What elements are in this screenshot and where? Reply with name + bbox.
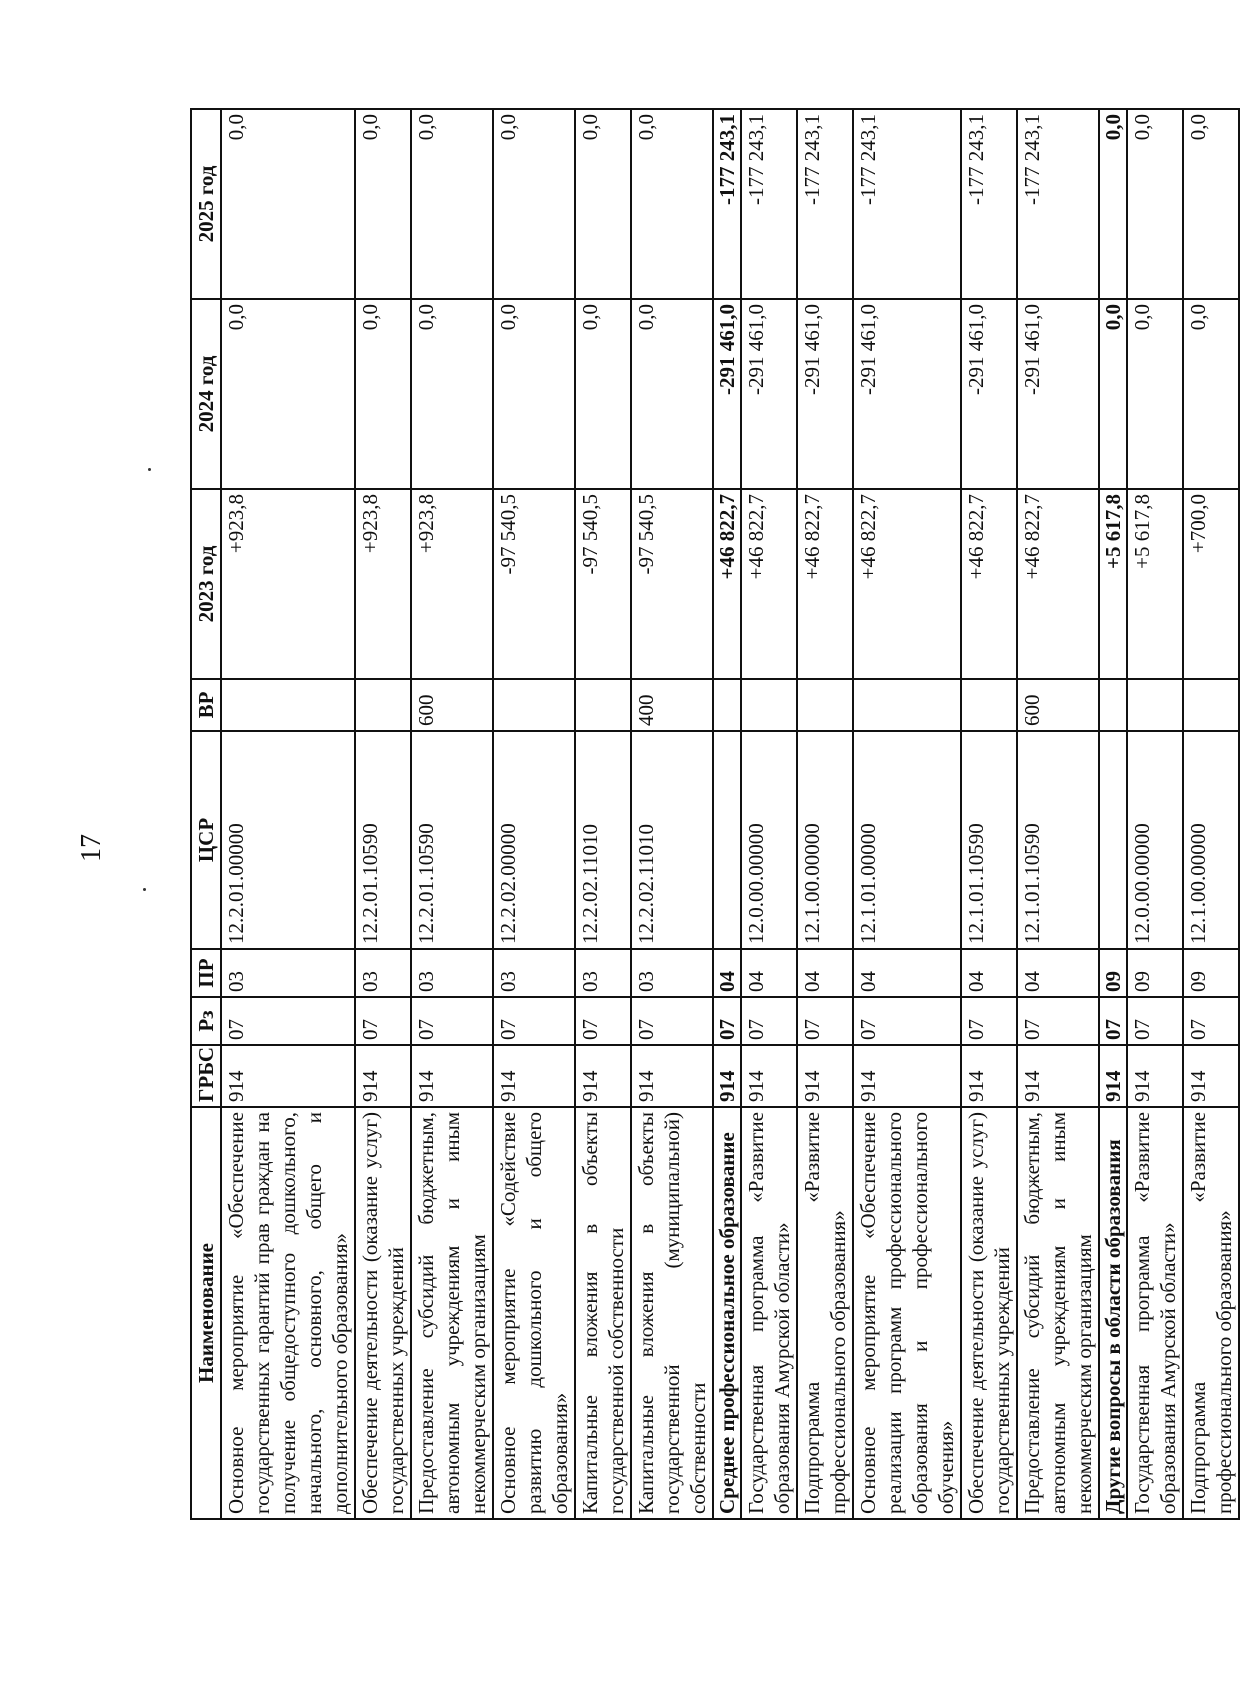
table-cell-pr: 03 (631, 949, 713, 997)
table-cell-vr (1127, 679, 1183, 731)
table-cell-name: Обеспечение деятельности (оказание услуг) государственных учреждений (355, 1107, 411, 1519)
table-cell-2024: 0,0 (631, 299, 713, 489)
table-row (713, 109, 741, 1519)
table-cell-2023: +46 822,7 (853, 489, 961, 679)
header-csr: ЦСР (191, 731, 221, 949)
table-cell-csr: 12.1.01.00000 (853, 731, 961, 949)
table-cell-name: Государственная программа «Развитие образования Амурской области» (1127, 1107, 1183, 1519)
table-cell-name: Подпрограмма «Развитие профессионального образования» (1183, 1107, 1239, 1519)
table-row (961, 109, 1017, 1519)
table-cell-2024: 0,0 (1127, 299, 1183, 489)
table-cell-name: Государственная программа «Развитие образования Амурской области» (741, 1107, 797, 1519)
table-cell-2023: +46 822,7 (1017, 489, 1099, 679)
table-cell-rz: 07 (493, 997, 575, 1045)
table-cell-2023: -97 540,5 (575, 489, 631, 679)
table-cell-pr: 04 (797, 949, 853, 997)
table-cell-2025: -177 243,1 (797, 109, 853, 299)
table-row (411, 109, 493, 1519)
table-cell-rz: 07 (1099, 997, 1127, 1045)
table-cell-rz: 07 (631, 997, 713, 1045)
table-cell-grbs: 914 (1127, 1045, 1183, 1107)
table-cell-grbs: 914 (1099, 1045, 1127, 1107)
table-cell-pr: 04 (853, 949, 961, 997)
table-cell-pr: 04 (741, 949, 797, 997)
table-body (221, 109, 1239, 1519)
table-cell-2024: 0,0 (1183, 299, 1239, 489)
table-row (1183, 109, 1239, 1519)
table-cell-2025: 0,0 (1183, 109, 1239, 299)
table-cell-2023: +5 617,8 (1127, 489, 1183, 679)
table-cell-grbs: 914 (221, 1045, 355, 1107)
table-cell-grbs: 914 (493, 1045, 575, 1107)
table-cell-rz: 07 (853, 997, 961, 1045)
table-cell-grbs: 914 (355, 1045, 411, 1107)
table-cell-rz: 07 (797, 997, 853, 1045)
page-number: 17 (76, 834, 107, 862)
table-cell-2023: -97 540,5 (493, 489, 575, 679)
table-cell-vr: 600 (411, 679, 493, 731)
table-cell-2024: -291 461,0 (741, 299, 797, 489)
table-cell-2025: 0,0 (575, 109, 631, 299)
table-row (1017, 109, 1099, 1519)
table-cell-grbs: 914 (961, 1045, 1017, 1107)
table-row (1127, 109, 1183, 1519)
table-cell-2025: -177 243,1 (853, 109, 961, 299)
table-cell-vr (961, 679, 1017, 731)
table-cell-2023: +923,8 (221, 489, 355, 679)
table-cell-rz: 07 (575, 997, 631, 1045)
table-cell-2024: 0,0 (411, 299, 493, 489)
table-cell-csr: 12.0.00.00000 (1127, 731, 1183, 949)
table-cell-rz: 07 (1017, 997, 1099, 1045)
table-cell-csr (1099, 731, 1127, 949)
table-cell-vr: 600 (1017, 679, 1099, 731)
table-cell-name: Предоставление субсидий бюджетным, автономным учреждениям и иным некоммерческим организациям (411, 1107, 493, 1519)
table-cell-2024: 0,0 (493, 299, 575, 489)
header-row (191, 109, 221, 1519)
table-cell-vr (1183, 679, 1239, 731)
table-cell-name: Капитальные вложения в объекты государственной (муниципальной) собственности (631, 1107, 713, 1519)
table-cell-pr: 03 (575, 949, 631, 997)
table-cell-vr: 400 (631, 679, 713, 731)
table-cell-name: Основное мероприятие «Обеспечение государственных гарантий прав граждан на получение общедоступного дошкольного, начального, основного, общего и дополнительного образования» (221, 1107, 355, 1519)
table-cell-csr: 12.2.02.00000 (493, 731, 575, 949)
table-cell-pr: 09 (1183, 949, 1239, 997)
table-cell-2023: +46 822,7 (741, 489, 797, 679)
table-cell-2023: -97 540,5 (631, 489, 713, 679)
table-cell-2025: 0,0 (1127, 109, 1183, 299)
table-cell-grbs: 914 (1183, 1045, 1239, 1107)
budget-table (190, 108, 1240, 1520)
table-cell-grbs: 914 (575, 1045, 631, 1107)
table-row (355, 109, 411, 1519)
table-cell-2023: +923,8 (355, 489, 411, 679)
table-cell-2025: 0,0 (221, 109, 355, 299)
table-cell-2025: 0,0 (1099, 109, 1127, 299)
table-cell-name: Предоставление субсидий бюджетным, автономным учреждениям и иным некоммерческим организациям (1017, 1107, 1099, 1519)
table-cell-pr: 03 (411, 949, 493, 997)
table-cell-name: Обеспечение деятельности (оказание услуг) государственных учреждений (961, 1107, 1017, 1519)
table-cell-csr: 12.2.02.11010 (575, 731, 631, 949)
header-name: Наименование (191, 1107, 221, 1519)
table-cell-2024: -291 461,0 (797, 299, 853, 489)
table-row (1099, 109, 1127, 1519)
scan-speck (143, 888, 146, 891)
table-cell-pr: 04 (1017, 949, 1099, 997)
table-row (631, 109, 713, 1519)
header-grbs: ГРБС (191, 1045, 221, 1107)
table-cell-pr: 03 (355, 949, 411, 997)
table-cell-2024: 0,0 (355, 299, 411, 489)
table-cell-vr (797, 679, 853, 731)
table-row (797, 109, 853, 1519)
table-cell-name: Другие вопросы в области образования (1099, 1107, 1127, 1519)
table-cell-2025: -177 243,1 (961, 109, 1017, 299)
table-cell-2023: +5 617,8 (1099, 489, 1127, 679)
table-cell-name: Подпрограмма «Развитие профессионального образования» (797, 1107, 853, 1519)
table-cell-name: Среднее профессиональное образование (713, 1107, 741, 1519)
table-cell-name: Основное мероприятие «Обеспечение реализации программ профессионального образования и профессионального обучения» (853, 1107, 961, 1519)
table-cell-pr: 09 (1099, 949, 1127, 997)
table-cell-csr: 12.0.00.00000 (741, 731, 797, 949)
table-cell-pr: 03 (221, 949, 355, 997)
table-cell-rz: 07 (741, 997, 797, 1045)
table-cell-rz: 07 (221, 997, 355, 1045)
table-cell-pr: 03 (493, 949, 575, 997)
header-2023: 2023 год (191, 489, 221, 679)
table-cell-rz: 07 (411, 997, 493, 1045)
table-cell-2025: 0,0 (631, 109, 713, 299)
table-cell-rz: 07 (961, 997, 1017, 1045)
table-cell-2025: -177 243,1 (741, 109, 797, 299)
table-row (741, 109, 797, 1519)
table-cell-2024: 0,0 (575, 299, 631, 489)
table-cell-vr (355, 679, 411, 731)
header-2024: 2024 год (191, 299, 221, 489)
table-cell-pr: 09 (1127, 949, 1183, 997)
table-cell-2023: +46 822,7 (961, 489, 1017, 679)
table-cell-2023: +46 822,7 (713, 489, 741, 679)
table-row (853, 109, 961, 1519)
table-cell-2025: -177 243,1 (1017, 109, 1099, 299)
table-cell-vr (575, 679, 631, 731)
table-cell-rz: 07 (1183, 997, 1239, 1045)
table-cell-grbs: 914 (797, 1045, 853, 1107)
table-cell-2023: +700,0 (1183, 489, 1239, 679)
table-cell-csr: 12.2.01.10590 (411, 731, 493, 949)
table-row (575, 109, 631, 1519)
table-cell-2025: 0,0 (493, 109, 575, 299)
table-cell-2024: -291 461,0 (1017, 299, 1099, 489)
table-cell-pr: 04 (961, 949, 1017, 997)
table-cell-2023: +923,8 (411, 489, 493, 679)
table-cell-2024: -291 461,0 (853, 299, 961, 489)
table-cell-csr: 12.1.00.00000 (1183, 731, 1239, 949)
table-cell-name: Основное мероприятие «Содействие развитию дошкольного и общего образования» (493, 1107, 575, 1519)
table-cell-vr (853, 679, 961, 731)
table-cell-rz: 07 (355, 997, 411, 1045)
table-cell-vr (1099, 679, 1127, 731)
table-cell-grbs: 914 (1017, 1045, 1099, 1107)
table-cell-2024: 0,0 (221, 299, 355, 489)
table-cell-vr (493, 679, 575, 731)
table-cell-csr: 12.1.01.10590 (961, 731, 1017, 949)
table-cell-2025: 0,0 (355, 109, 411, 299)
table-cell-grbs: 914 (411, 1045, 493, 1107)
header-vr: ВР (191, 679, 221, 731)
table-cell-csr: 12.2.02.11010 (631, 731, 713, 949)
table-row (493, 109, 575, 1519)
table-cell-csr: 12.1.01.10590 (1017, 731, 1099, 949)
table-cell-grbs: 914 (713, 1045, 741, 1107)
table-cell-grbs: 914 (741, 1045, 797, 1107)
table-row (221, 109, 355, 1519)
table-cell-vr (741, 679, 797, 731)
table-cell-rz: 07 (1127, 997, 1183, 1045)
table-cell-name: Капитальные вложения в объекты государственной собственности (575, 1107, 631, 1519)
table-cell-csr: 12.2.01.00000 (221, 731, 355, 949)
table-cell-2024: -291 461,0 (713, 299, 741, 489)
header-2025: 2025 год (191, 109, 221, 299)
table-cell-2024: -291 461,0 (961, 299, 1017, 489)
table-cell-rz: 07 (713, 997, 741, 1045)
table-cell-pr: 04 (713, 949, 741, 997)
header-pr: ПР (191, 949, 221, 997)
table-cell-2025: 0,0 (411, 109, 493, 299)
scan-speck (148, 468, 151, 471)
table-cell-vr (221, 679, 355, 731)
table-cell-csr: 12.1.00.00000 (797, 731, 853, 949)
table-cell-2023: +46 822,7 (797, 489, 853, 679)
table-cell-2024: 0,0 (1099, 299, 1127, 489)
table-cell-grbs: 914 (631, 1045, 713, 1107)
table-cell-grbs: 914 (853, 1045, 961, 1107)
table-cell-vr (713, 679, 741, 731)
table-cell-2025: -177 243,1 (713, 109, 741, 299)
table-cell-csr (713, 731, 741, 949)
header-rz: Рз (191, 997, 221, 1045)
rotated-table-container (190, 110, 1236, 1520)
table-cell-csr: 12.2.01.10590 (355, 731, 411, 949)
